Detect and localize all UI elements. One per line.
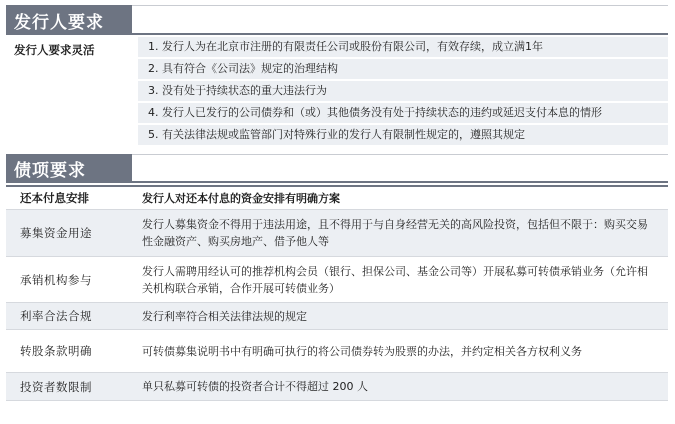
row-key: 投资者数限制 (20, 379, 92, 394)
row-value: 发行人募集资金不得用于违法用途，且不得用于与自身经营无关的高风险投资，包括但不限于：购买交易性金融资产、购买房地产、借予他人等 (142, 218, 648, 248)
bond-requirements-table (6, 185, 668, 401)
table-row (6, 210, 668, 257)
issuer-requirements-block (6, 36, 668, 152)
issuer-section-title: 发行人要求 (6, 5, 132, 35)
requirement-item: 1. 发行人为在北京市注册的有限责任公司或股份有限公司，有效存续，成立满1年 (138, 37, 668, 57)
bond-section-header (6, 154, 668, 183)
requirement-item: 4. 发行人已发行的公司债券和（或）其他债务没有处于持续状态的违约或延迟支付本息的情形 (138, 103, 668, 123)
row-key: 募集资金用途 (20, 226, 92, 240)
issuer-requirements-label: 发行人要求灵活 (14, 43, 95, 57)
table-row (6, 303, 668, 330)
row-value: 发行利率符合相关法律法规的规定 (142, 309, 307, 323)
header-rule (132, 5, 668, 35)
row-key: 转股条款明确 (20, 344, 92, 358)
row-value: 发行人对还本付息的资金安排有明确方案 (142, 191, 340, 205)
row-key: 利率合法合规 (20, 309, 92, 323)
row-value: 发行人需聘用经认可的推荐机构会员（银行、担保公司、基金公司等）开展私募可转债承销业务（允许相关机构联合承销，合作开展可转债业务） (142, 264, 648, 295)
requirement-item: 2. 具有符合《公司法》规定的治理结构 (138, 59, 668, 79)
issuer-section-header (6, 5, 668, 35)
table-row (6, 187, 668, 210)
requirement-item: 5. 有关法律法规或监管部门对特殊行业的发行人有限制性规定的，遵照其规定 (138, 125, 668, 145)
table-row (6, 373, 668, 401)
row-key: 承销机构参与 (20, 272, 92, 287)
issuer-requirements-list (138, 37, 668, 147)
table-row (6, 330, 668, 373)
bond-section-title: 债项要求 (6, 154, 132, 183)
row-value: 可转债募集说明书中有明确可执行的将公司债券转为股票的办法，并约定相关各方权利义务 (142, 344, 582, 358)
row-value: 单只私募可转债的投资者合计不得超过 200 人 (142, 380, 368, 393)
requirement-item: 3. 没有处于持续状态的重大违法行为 (138, 81, 668, 101)
table-row (6, 257, 668, 303)
row-key: 还本付息安排 (20, 191, 89, 205)
header-rule (132, 154, 668, 183)
